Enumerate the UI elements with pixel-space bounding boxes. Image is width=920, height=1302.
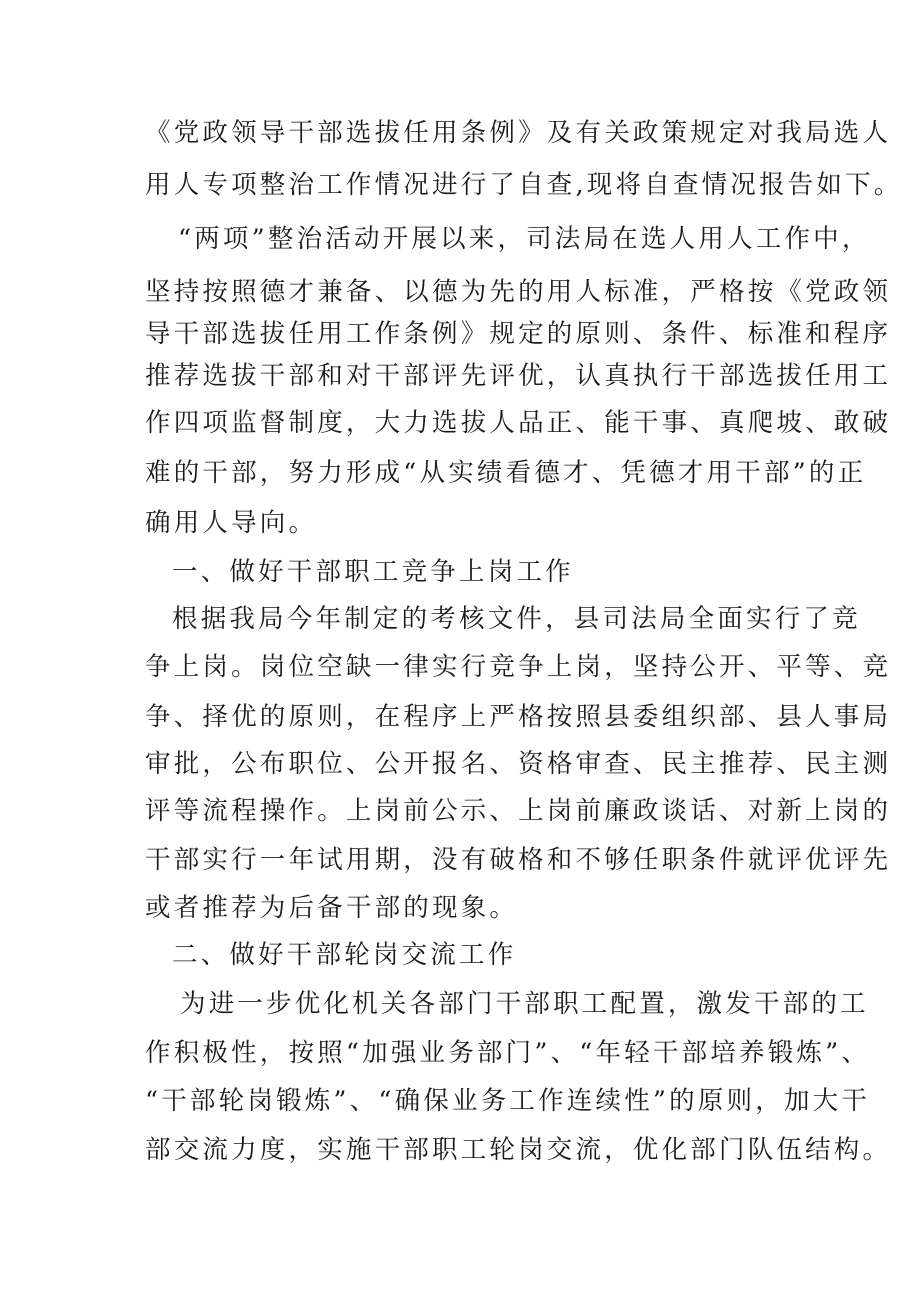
text-line: 或者推荐为后备干部的现象。 [145, 893, 519, 923]
text-line: 难的干部，努力形成“从实绩看德才、凭德才用干部”的正 [145, 458, 867, 488]
text-line: 评等流程操作。上岗前公示、上岗前廉政谈话、对新上岗的 [145, 796, 892, 826]
text-line: 《党政领导干部选拔任用条例》及有关政策规定对我局选人 [145, 118, 892, 148]
text-line: 根据我局今年制定的考核文件，县司法局全面实行了竞 [172, 604, 861, 634]
text-line: 部交流力度，实施干部职工轮岗交流，优化部门队伍结构。 [145, 1135, 892, 1165]
text-line: “干部轮岗锻炼”、“确保业务工作连续性”的原则，加大干 [145, 1086, 871, 1116]
text-line: 作四项监督制度，大力选拔人品正、能干事、真爬坡、敢破 [145, 408, 892, 438]
text-line: 用人专项整治工作情况进行了自查,现将自查情况报告如下。 [145, 170, 903, 200]
text-line: “两项”整治活动开展以来，司法局在选人用人工作中， [178, 224, 871, 254]
text-line: 导干部选拔任用工作条例》规定的原则、条件、标准和程序 [145, 319, 892, 349]
section-heading: 一、做好干部职工竞争上岗工作 [172, 557, 574, 587]
text-line: 为进一步优化机关各部门干部职工配置，激发干部的工 [180, 989, 869, 1019]
text-line: 作积极性，按照“加强业务部门”、“年轻干部培养锻炼”、 [145, 1038, 871, 1068]
text-line: 推荐选拔干部和对干部评先评优，认真执行干部选拔任用工 [145, 361, 892, 391]
text-line: 审批，公布职位、公开报名、资格审查、民主推荐、民主测 [145, 749, 892, 779]
text-line: 争、择优的原则，在程序上严格按照县委组织部、县人事局 [145, 702, 892, 732]
text-line: 确用人导向。 [145, 508, 318, 538]
text-line: 坚持按照德才兼备、以德为先的用人标准，严格按《党政领 [145, 277, 892, 307]
text-line: 争上岗。岗位空缺一律实行竞争上岗，坚持公开、平等、竞 [145, 652, 892, 682]
section-heading: 二、做好干部轮岗交流工作 [172, 940, 517, 970]
text-line: 干部实行一年试用期，没有破格和不够任职条件就评优评先 [145, 845, 892, 875]
